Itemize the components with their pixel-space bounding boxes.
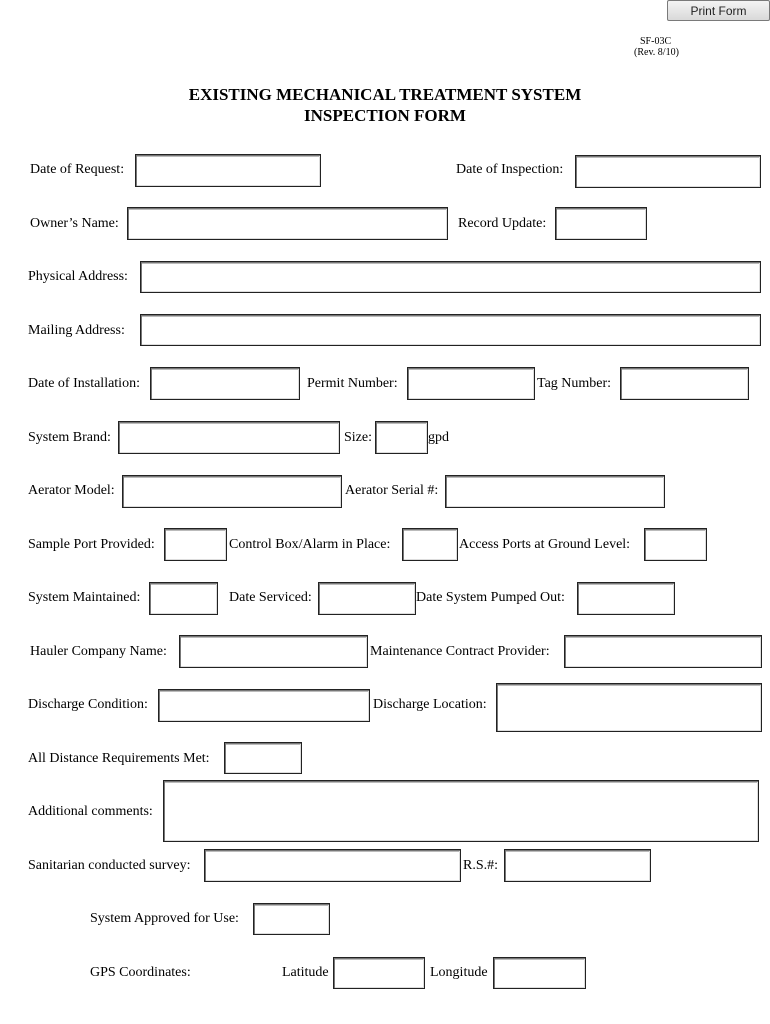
control-box-label: Control Box/Alarm in Place:: [229, 537, 391, 552]
date-pumped-label: Date System Pumped Out:: [416, 590, 565, 605]
distance-requirements-field[interactable]: [224, 742, 302, 774]
record-update-field[interactable]: [555, 207, 647, 240]
sample-port-label: Sample Port Provided:: [28, 537, 155, 552]
size-field[interactable]: [375, 421, 428, 454]
latitude-field[interactable]: [333, 957, 425, 989]
hauler-company-field[interactable]: [179, 635, 368, 668]
sanitarian-label: Sanitarian conducted survey:: [28, 858, 191, 873]
physical-address-label: Physical Address:: [28, 269, 128, 284]
date-of-request-field[interactable]: [135, 154, 321, 187]
owners-name-field[interactable]: [127, 207, 448, 240]
distance-requirements-label: All Distance Requirements Met:: [28, 751, 210, 766]
form-title-line-2: INSPECTION FORM: [304, 106, 466, 125]
form-title-line-1: EXISTING MECHANICAL TREATMENT SYSTEM: [188, 85, 582, 104]
system-brand-field[interactable]: [118, 421, 340, 454]
print-form-button[interactable]: Print Form: [667, 0, 770, 21]
system-approved-field[interactable]: [253, 903, 330, 935]
system-approved-label: System Approved for Use:: [90, 911, 239, 926]
date-of-inspection-field[interactable]: [575, 155, 761, 188]
discharge-location-field[interactable]: [496, 683, 762, 732]
gps-coordinates-label: GPS Coordinates:: [90, 965, 191, 980]
date-of-installation-field[interactable]: [150, 367, 300, 400]
aerator-model-label: Aerator Model:: [28, 483, 115, 498]
sanitarian-field[interactable]: [204, 849, 461, 882]
mailing-address-label: Mailing Address:: [28, 323, 125, 338]
aerator-model-field[interactable]: [122, 475, 342, 508]
aerator-serial-label: Aerator Serial #:: [345, 483, 439, 498]
access-ports-label: Access Ports at Ground Level:: [459, 537, 631, 552]
tag-number-field[interactable]: [620, 367, 749, 400]
form-revision: (Rev. 8/10): [634, 47, 679, 58]
mailing-address-field[interactable]: [140, 314, 761, 346]
discharge-location-label: Discharge Location:: [373, 697, 487, 712]
physical-address-field[interactable]: [140, 261, 761, 293]
form-id: SF-03C: [640, 36, 672, 47]
date-of-inspection-label: Date of Inspection:: [456, 162, 564, 177]
discharge-condition-label: Discharge Condition:: [28, 697, 148, 712]
additional-comments-field[interactable]: [163, 780, 759, 842]
rs-number-label: R.S.#:: [463, 858, 499, 873]
size-label: Size:: [344, 430, 372, 445]
discharge-condition-field[interactable]: [158, 689, 370, 722]
rs-number-field[interactable]: [504, 849, 651, 882]
permit-number-label: Permit Number:: [307, 376, 398, 391]
permit-number-field[interactable]: [407, 367, 535, 400]
hauler-company-label: Hauler Company Name:: [30, 644, 167, 659]
additional-comments-label: Additional comments:: [28, 804, 153, 819]
aerator-serial-field[interactable]: [445, 475, 665, 508]
system-maintained-field[interactable]: [149, 582, 218, 615]
size-unit-label: gpd: [428, 430, 449, 445]
system-brand-label: System Brand:: [28, 430, 111, 445]
date-pumped-field[interactable]: [577, 582, 675, 615]
date-serviced-field[interactable]: [318, 582, 416, 615]
system-maintained-label: System Maintained:: [28, 590, 141, 605]
tag-number-label: Tag Number:: [537, 376, 612, 391]
longitude-label: Longitude: [430, 965, 488, 980]
date-of-installation-label: Date of Installation:: [28, 376, 140, 391]
longitude-field[interactable]: [493, 957, 586, 989]
access-ports-field[interactable]: [644, 528, 707, 561]
maintenance-provider-field[interactable]: [564, 635, 762, 668]
latitude-label: Latitude: [282, 965, 329, 980]
record-update-label: Record Update:: [458, 216, 547, 231]
control-box-field[interactable]: [402, 528, 458, 561]
sample-port-field[interactable]: [164, 528, 227, 561]
date-of-request-label: Date of Request:: [30, 162, 125, 177]
date-serviced-label: Date Serviced:: [229, 590, 312, 605]
owners-name-label: Owner’s Name:: [30, 216, 119, 231]
maintenance-provider-label: Maintenance Contract Provider:: [370, 644, 550, 659]
